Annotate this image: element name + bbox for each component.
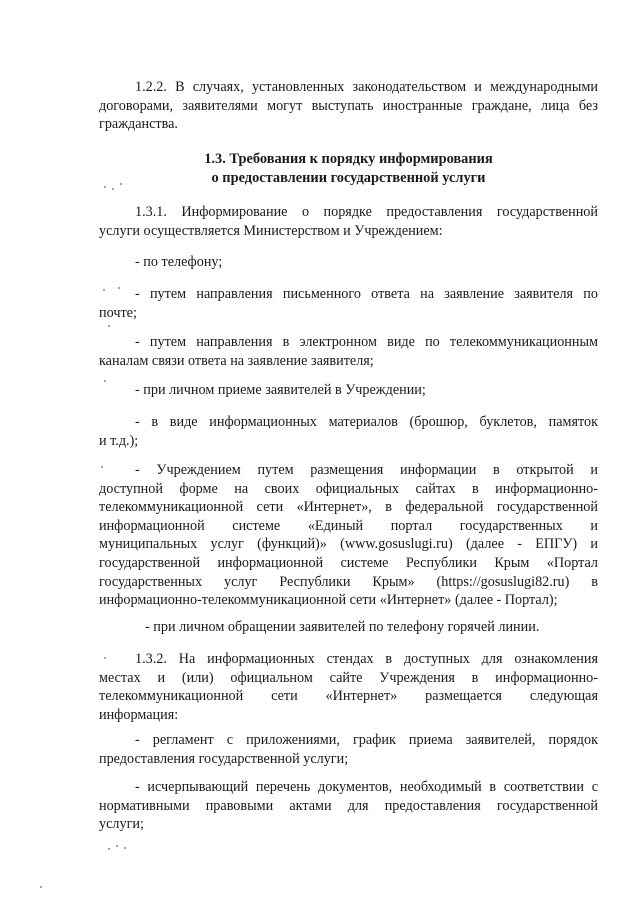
- text-line: 1.3.1. Информирование о порядке предоставления государственной: [135, 204, 598, 220]
- list-item-regulation: [99, 731, 598, 768]
- scan-speck: [116, 845, 118, 847]
- list-item-mail: [99, 285, 598, 322]
- text-line: доступной форме на своих официальных сайтах в информационно-: [99, 480, 598, 497]
- text-line: предоставления государственной услуги;: [99, 750, 349, 767]
- paragraph-1-3-1: [99, 203, 598, 240]
- text-line: - Учреждением путем размещения информации в открытой и: [135, 462, 598, 478]
- section-title-line: о предоставлении государственной услуги: [211, 170, 486, 186]
- text-line: - регламент с приложениями, график приема заявителей, порядок: [135, 732, 598, 748]
- text-line: услуги осуществляется Министерством и Учреждением:: [99, 222, 443, 239]
- list-item-internet: [99, 461, 598, 610]
- scan-speck: [103, 289, 105, 291]
- text-line: почте;: [99, 304, 137, 321]
- text-line: информационной системе «Единый портал государственных и: [99, 517, 598, 534]
- text-line: муниципальных услуг (функций)» (www.gosuslugi.ru) (далее - ЕПГУ) и: [99, 536, 598, 553]
- text-line: гражданства.: [99, 116, 178, 133]
- scan-speck: [108, 848, 110, 850]
- paragraph-1-2-2: [99, 78, 598, 134]
- scan-speck: [108, 325, 110, 327]
- text-line: государственной информационной системе Республики Крым «Портал: [99, 554, 598, 571]
- scan-speck: [112, 188, 114, 190]
- scan-speck: [124, 847, 126, 849]
- text-line: - исчерпывающий перечень документов, необходимый в соответствии с: [135, 779, 598, 795]
- list-item-personal: [99, 381, 598, 400]
- scan-speck: [104, 657, 106, 659]
- text-line: - по телефону;: [135, 254, 223, 270]
- list-item-hotline: [99, 618, 598, 637]
- text-line: государственных услуг Республики Крым» (https://gosuslugi82.ru) в: [99, 573, 598, 590]
- scan-speck: [120, 183, 122, 185]
- list-item-documents: [99, 778, 598, 834]
- text-line: нормативными правовыми актами для предоставления государственной: [99, 797, 598, 814]
- scan-speck: [118, 287, 120, 289]
- text-line: - путем направления в электронном виде по телекоммуникационным: [135, 334, 598, 350]
- list-item-electronic: [99, 333, 598, 370]
- text-line: информационно-телекоммуникационной сети «Интернет» (далее - Портал);: [99, 592, 558, 609]
- text-line: и т.д.);: [99, 432, 139, 449]
- text-line: - в виде информационных материалов (брошюр, буклетов, памяток: [135, 414, 598, 430]
- scan-speck: [104, 186, 106, 188]
- section-title-line: 1.3. Требования к порядку информирования: [204, 151, 493, 167]
- section-title: [99, 150, 598, 188]
- text-line: - при личном приеме заявителей в Учреждении;: [135, 382, 426, 398]
- text-line: 1.2.2. В случаях, установленных законодательством и международными: [135, 79, 598, 95]
- text-line: - путем направления письменного ответа на заявление заявителя по: [135, 286, 598, 302]
- list-item-materials: [99, 413, 598, 450]
- text-line: телекоммуникационной сети «Интернет», в федеральной государственной: [99, 499, 598, 516]
- text-line: услуги;: [99, 816, 144, 833]
- text-line: - при личном обращении заявителей по телефону горячей линии.: [145, 619, 540, 635]
- text-line: местах и (или) официальном сайте Учреждения в информационно-: [99, 669, 598, 686]
- text-line: 1.3.2. На информационных стендах в доступных для ознакомления: [135, 651, 598, 667]
- text-line: информация:: [99, 706, 179, 723]
- paragraph-1-3-2: [99, 650, 598, 724]
- text-line: каналам связи ответа на заявление заявителя;: [99, 352, 374, 369]
- scan-speck: [101, 466, 103, 468]
- text-line: телекоммуникационной сети «Интернет» размещается следующая: [99, 688, 598, 705]
- list-item-phone: [99, 253, 598, 272]
- text-line: договорами, заявителями могут выступать иностранные граждане, лица без: [99, 97, 598, 114]
- scan-speck: [104, 380, 106, 382]
- scan-speck: [40, 886, 42, 888]
